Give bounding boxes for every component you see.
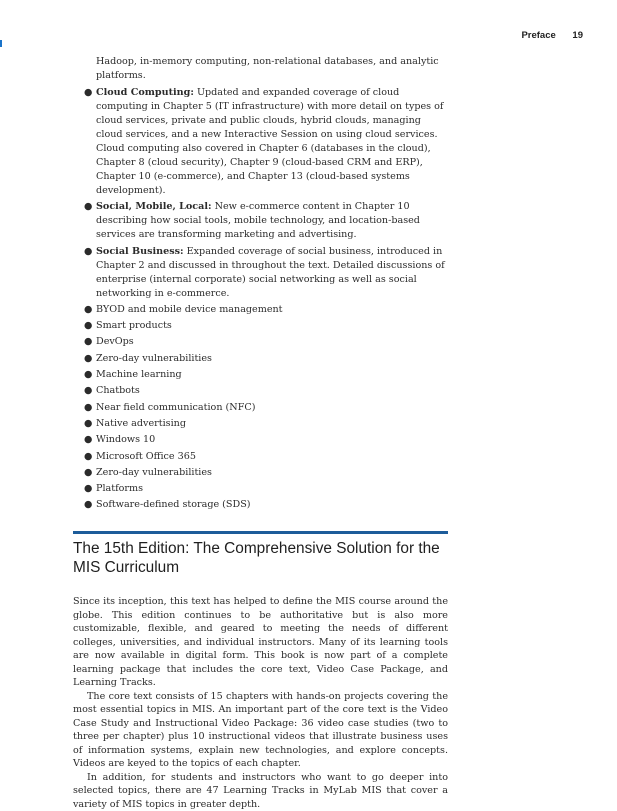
list-item [73,200,448,242]
bullet-icon: ● [84,245,93,257]
bullet-text: New e-commerce content in Chapter 10 describing how social tools, mobile technology, and location-based services are transforming marketing and advertising. [96,201,420,241]
bullet-icon: ● [84,483,93,495]
list-item [73,433,448,447]
bullet-icon: ● [84,303,93,315]
list-item [73,245,448,301]
list-item [73,368,448,382]
bullet-icon: ● [84,450,93,462]
bullet-text: Near field communication (NFC) [96,401,256,413]
bullet-icon: ● [84,401,93,413]
section-body [73,595,448,811]
bullet-text: Native advertising [96,417,186,429]
bullet-icon: ● [84,201,93,213]
header-section-title: Preface [521,30,556,41]
bullet-text: Windows 10 [96,434,156,446]
bullet-icon: ● [84,352,93,364]
list-item [73,384,448,398]
bullet-icon: ● [84,417,93,429]
list-item [73,417,448,431]
list-item [73,450,448,464]
section-heading-line-2: MIS Curriculum [73,559,180,577]
list-item [73,335,448,349]
bullet-text: Microsoft Office 365 [96,450,196,462]
bullet-icon: ● [84,434,93,446]
bullet-text: Zero-day vulnerabilities [96,352,212,364]
body-paragraph: In addition, for students and instructors who want to go deeper into selected topics, there are 47 Learning Tracks in MyLab MIS that cover a variety of MIS topics in greater depth. [73,771,448,810]
bullet-text: Software-defined storage (SDS) [96,499,251,511]
bullet-text: Platforms [96,483,144,495]
running-header [521,30,583,41]
body-paragraph: Since its inception, this text has helped to define the MIS course around the globe. This edition continues to be authoritative but is also more customizable, flexible, and geared to meeting the needs of different colleges, universities, and individual instructors. Many of its learning tools are now available in digital form. This book is now part of a complete learning package that includes the core text, Video Case Package, and Learning Tracks. [73,596,448,689]
list-item [73,498,448,512]
bullet-icon: ● [84,336,93,348]
list-item [73,466,448,480]
bullet-icon: ● [84,466,93,478]
list-item [73,86,448,198]
page-body [73,55,448,811]
bullet-text: Chatbots [96,385,140,397]
page-edge-marker [0,40,2,47]
list-item [73,319,448,333]
bullet-icon: ● [84,87,93,98]
section-heading [73,539,448,577]
bullet-icon: ● [84,369,93,381]
bullet-lead: Social, Mobile, Local: [96,201,212,213]
bullet-text: Zero-day vulnerabilities [96,466,212,478]
bullet-text: Updated and expanded coverage of cloud computing in Chapter 5 (IT infrastructure) with more detail on types of cloud services, private and public clouds, hybrid clouds, managing cloud services, and a new Interactive Session on using cloud services. Cloud computing also covered in Chapter 6 (databases in the cloud), Chapter 8 (cloud security), Chapter 9 (cloud-based CRM and ERP), Chapter 10 (e-commerce), and Chapter 13 (cloud-based systems development). [96,87,444,196]
list-item [73,482,448,496]
bullet-text: BYOD and mobile device management [96,303,283,315]
section-heading-line-1: The 15th Edition: The Comprehensive Solution for the [73,540,440,558]
bullet-text: Machine learning [96,369,182,381]
bullet-icon: ● [84,320,93,332]
feature-bullet-list [73,86,448,512]
bullet-text: DevOps [96,336,134,348]
bullet-lead: Social Business: [96,245,184,257]
page-number: 19 [572,30,583,41]
bullet-text: Smart products [96,320,172,332]
bullet-icon: ● [84,499,93,511]
list-item [73,303,448,317]
continued-bullet-text: Hadoop, in-memory computing, non-relational databases, and analytic platforms. [96,56,439,81]
bullet-icon: ● [84,385,93,397]
list-item [73,401,448,415]
list-item [73,352,448,366]
bullet-text: Expanded coverage of social business, introduced in Chapter 2 and discussed in throughout the text. Detailed discussions of enterprise (internal corporate) social networking as well as social networking in e-commerce. [96,245,445,299]
section-divider [73,531,448,534]
bullet-lead: Cloud Computing: [96,87,194,98]
body-paragraph: The core text consists of 15 chapters with hands-on projects covering the most essential topics in MIS. An important part of the core text is the Video Case Study and Instructional Video Package: 36 video case studies (two to three per chapter) plus 10 instructional videos that illustrate business uses of information systems, explain new technologies, and explore concepts. Videos are keyed to the topics of each chapter. [73,690,448,770]
